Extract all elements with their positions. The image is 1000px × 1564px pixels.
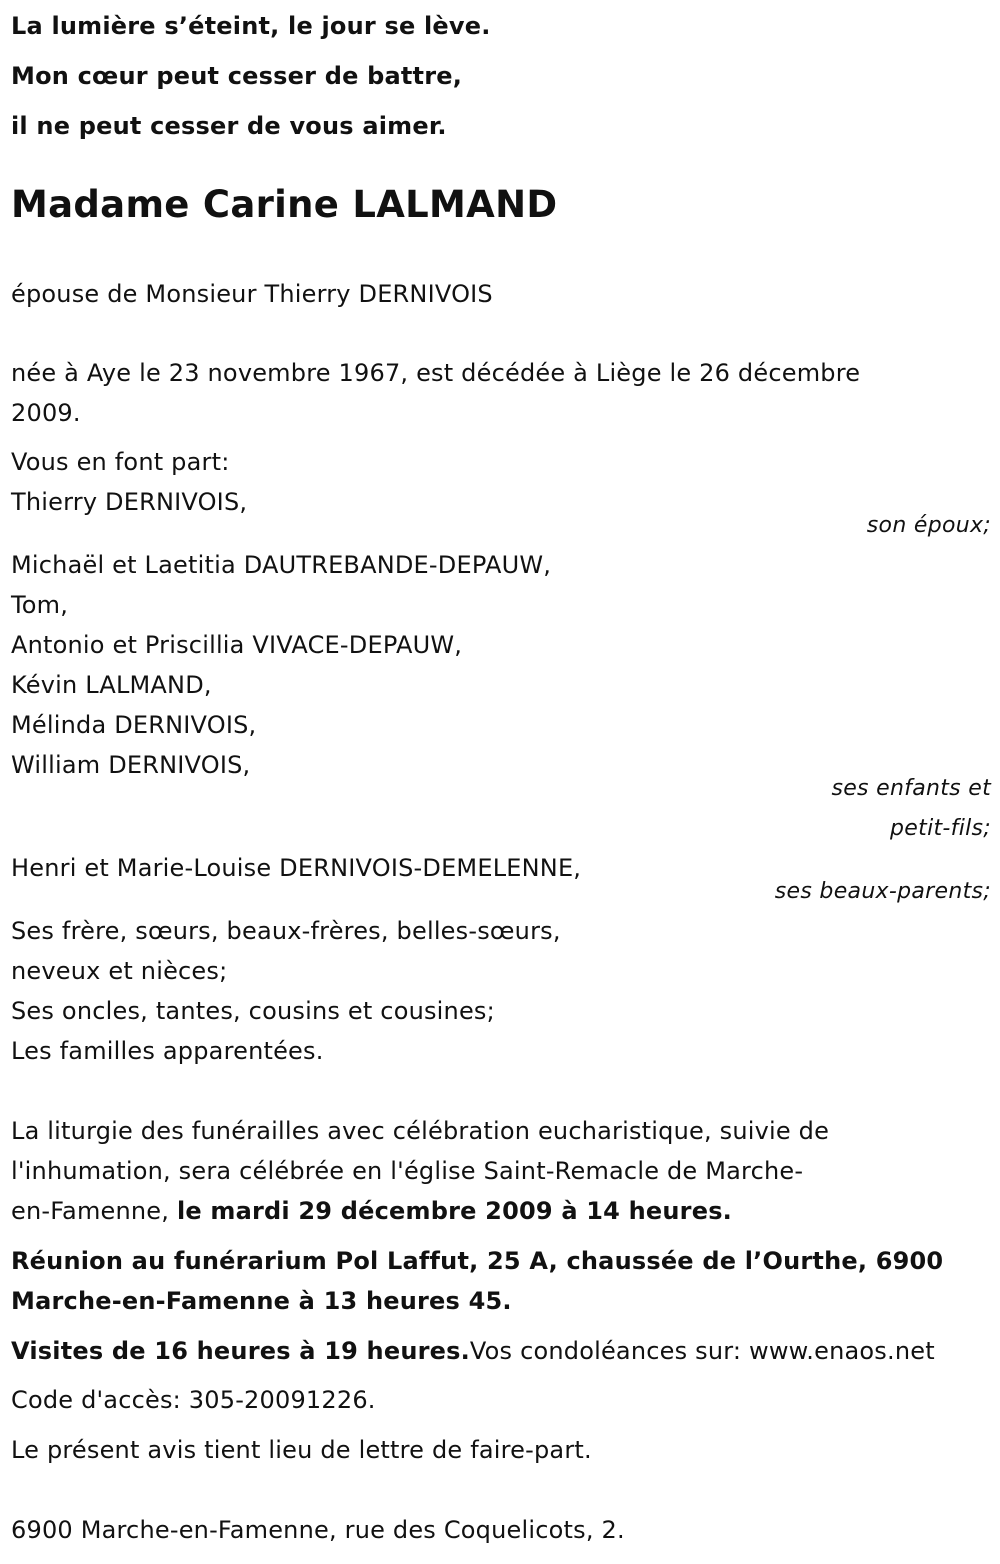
family-child-name: William DERNIVOIS, xyxy=(11,751,251,779)
birth-death-line-2: 2009. xyxy=(11,399,81,427)
meeting-line-2: Marche-en-Famenne à 13 heures 45. xyxy=(11,1287,512,1315)
ceremony-line-3 xyxy=(11,1196,732,1226)
ceremony-line-3-start: en-Famenne, xyxy=(11,1197,177,1225)
family-child-name: Antonio et Priscillia VIVACE-DEPAUW, xyxy=(11,631,463,659)
ceremony-line-2: l'inhumation, sera célébrée en l'église Saint-Remacle de Marche- xyxy=(11,1157,804,1185)
ceremony-line-1: La liturgie des funérailles avec célébration eucharistique, suivie de xyxy=(11,1117,830,1145)
deceased-name: Madame Carine LALMAND xyxy=(11,183,558,226)
family-child-name: Tom, xyxy=(11,591,69,619)
family-address: 6900 Marche-en-Famenne, rue des Coquelicots, 2. xyxy=(11,1516,625,1544)
family-others-line: Ses oncles, tantes, cousins et cousines; xyxy=(11,997,495,1025)
family-spouse-relation: son époux; xyxy=(866,513,991,538)
family-parents-in-law-relation: ses beaux-parents; xyxy=(774,879,991,904)
spouse-line: épouse de Monsieur Thierry DERNIVOIS xyxy=(11,280,493,308)
family-child-name: Mélinda DERNIVOIS, xyxy=(11,711,257,739)
family-child-name: Kévin LALMAND, xyxy=(11,671,212,699)
family-parents-in-law-name: Henri et Marie-Louise DERNIVOIS-DEMELENNE, xyxy=(11,854,582,882)
visits-line xyxy=(11,1336,935,1366)
access-code: Code d'accès: 305-20091226. xyxy=(11,1386,376,1414)
family-child-name: Michaël et Laetitia DAUTREBANDE-DEPAUW, xyxy=(11,551,552,579)
epigraph-line-1: La lumière s’éteint, le jour se lève. xyxy=(11,12,491,40)
family-others-line: Ses frère, sœurs, beaux-frères, belles-sœurs, xyxy=(11,917,561,945)
family-children-relation-line-1: ses enfants et xyxy=(831,776,991,801)
family-spouse-name: Thierry DERNIVOIS, xyxy=(11,488,248,516)
epigraph-line-3: il ne peut cesser de vous aimer. xyxy=(11,112,447,140)
family-others-line: Les familles apparentées. xyxy=(11,1037,324,1065)
birth-death-line-1: née à Aye le 23 novembre 1967, est décédée à Liège le 26 décembre xyxy=(11,359,861,387)
family-others-line: neveux et nièces; xyxy=(11,957,228,985)
meeting-line-1: Réunion au funérarium Pol Laffut, 25 A, chaussée de l’Ourthe, 6900 xyxy=(11,1247,944,1275)
faire-part-notice: Le présent avis tient lieu de lettre de faire-part. xyxy=(11,1436,592,1464)
condolences-text: Vos condoléances sur: www.enaos.net xyxy=(469,1337,935,1365)
epigraph-line-2: Mon cœur peut cesser de battre, xyxy=(11,62,463,90)
family-children-relation-line-2: petit-fils; xyxy=(890,816,991,841)
ceremony-date-time: le mardi 29 décembre 2009 à 14 heures. xyxy=(176,1197,732,1225)
announcement-intro: Vous en font part: xyxy=(11,448,230,476)
visits-hours: Visites de 16 heures à 19 heures. xyxy=(11,1337,470,1365)
